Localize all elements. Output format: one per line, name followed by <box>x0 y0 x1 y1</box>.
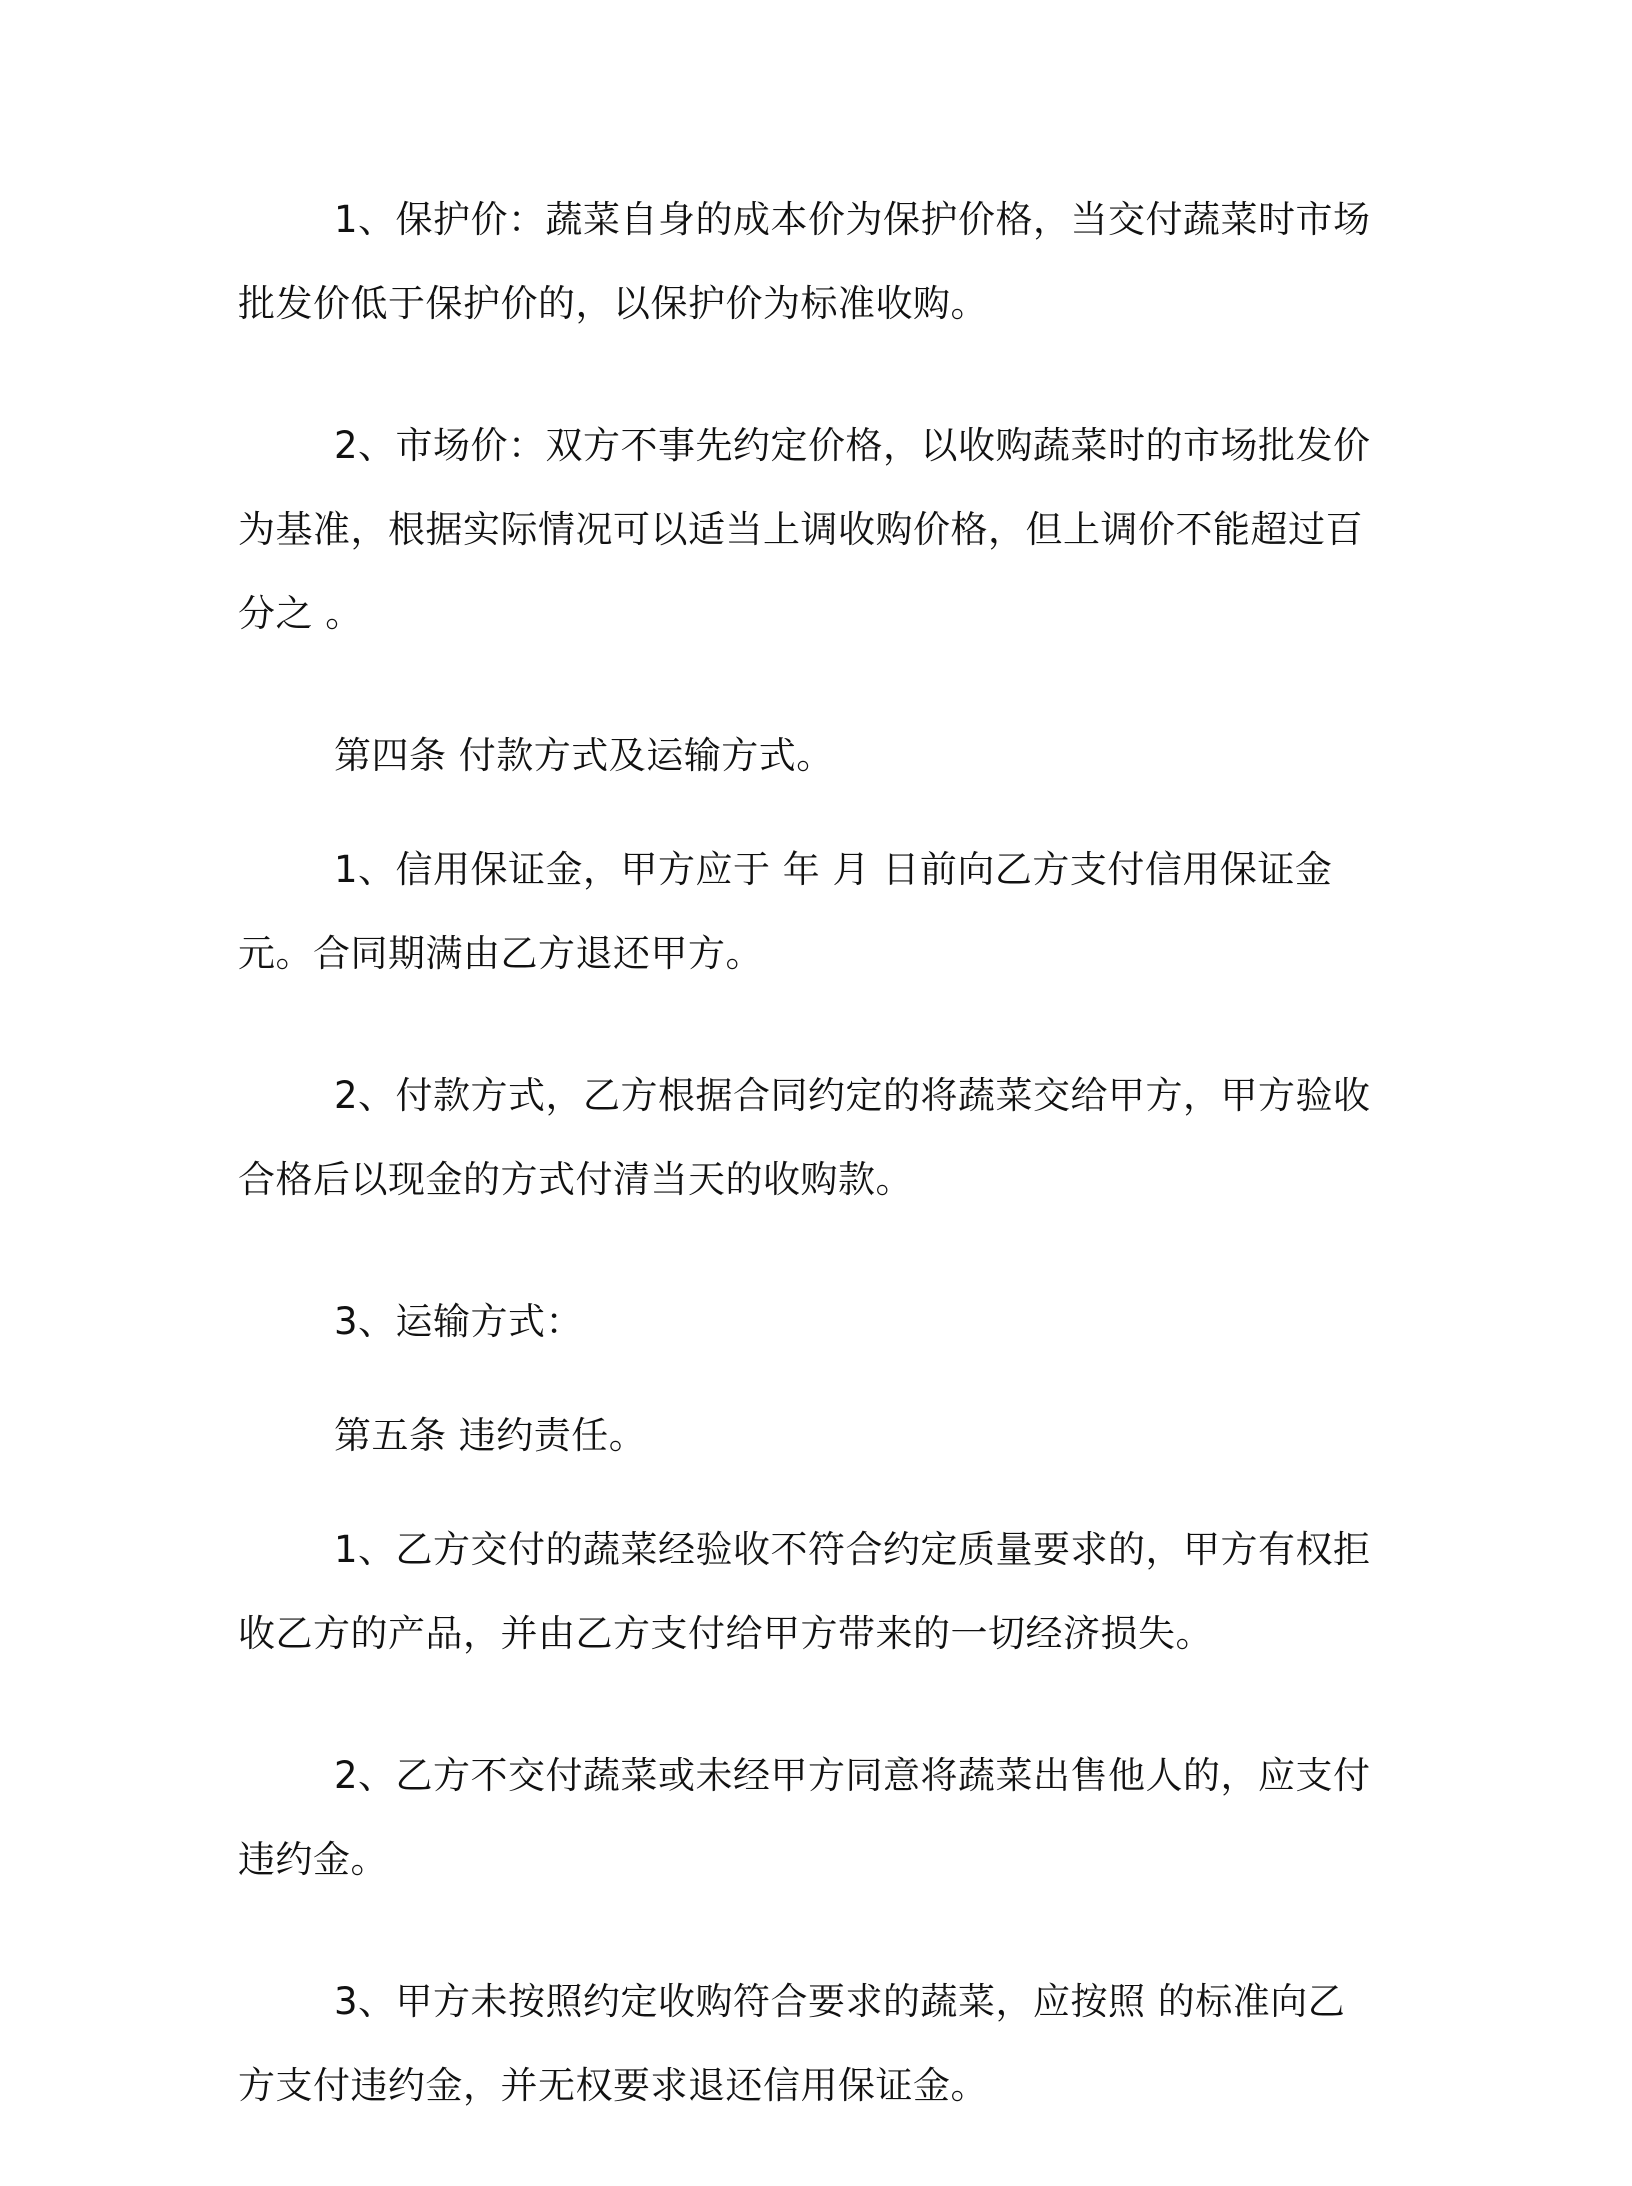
article-five-heading: 第五条 违约责任。 <box>334 1414 647 1457</box>
paragraph-payment-method: 2、付款方式，乙方根据合同约定的将蔬菜交给甲方，甲方验收合格后以现金的方式付清当天的收购款。 <box>238 1074 1371 1201</box>
paragraph-protection-price: 1、保护价：蔬菜自身的成本价为保护价格，当交付蔬菜时市场批发价低于保护价的，以保护价为标准收购。 <box>238 198 1371 325</box>
paragraph-credit-deposit: 1、信用保证金，甲方应于 年 月 日前向乙方支付信用保证金 元。合同期满由乙方退还甲方。 <box>238 848 1333 975</box>
article-four-heading: 第四条 付款方式及运输方式。 <box>334 734 834 777</box>
paragraph-transport-method: 3、运输方式： <box>334 1300 584 1343</box>
paragraph-nondelivery-breach: 2、乙方不交付蔬菜或未经甲方同意将蔬菜出售他人的，应支付违约金。 <box>238 1754 1371 1881</box>
paragraph-purchase-breach: 3、甲方未按照约定收购符合要求的蔬菜，应按照 的标准向乙方支付违约金，并无权要求退还信用保证金。 <box>238 1980 1346 2107</box>
paragraph-market-price: 2、市场价：双方不事先约定价格，以收购蔬菜时的市场批发价为基准，根据实际情况可以适当上调收购价格，但上调价不能超过百分之 。 <box>238 424 1371 635</box>
paragraph-quality-breach: 1、乙方交付的蔬菜经验收不符合约定质量要求的，甲方有权拒收乙方的产品，并由乙方支付给甲方带来的一切经济损失。 <box>238 1528 1371 1655</box>
document-body <box>238 178 1378 2186</box>
